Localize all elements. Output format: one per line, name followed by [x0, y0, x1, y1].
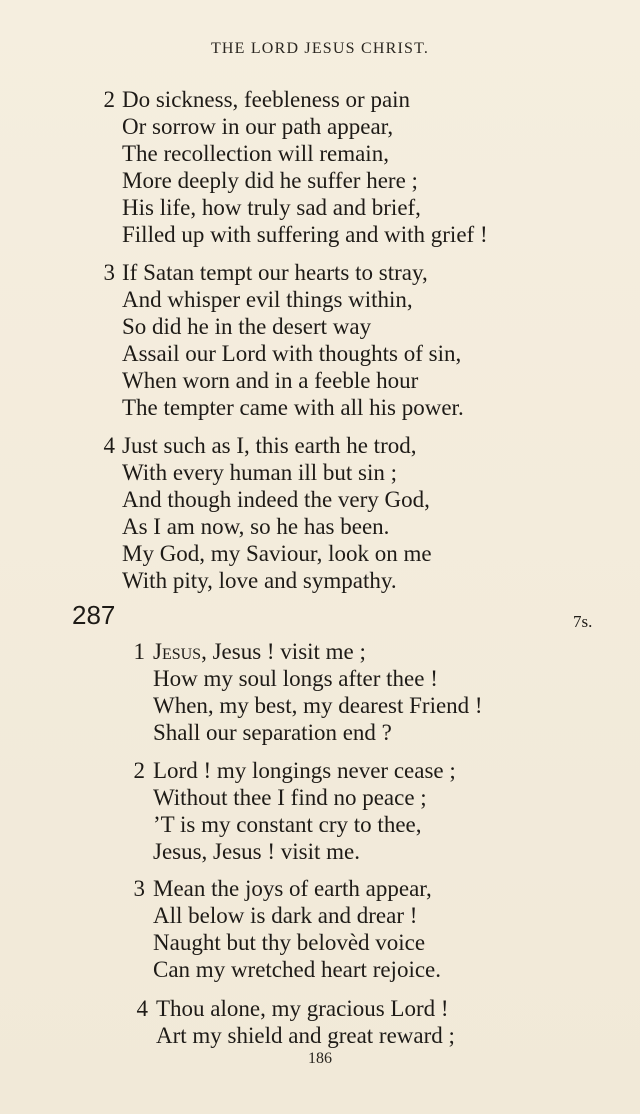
stanza-number: 3 [133, 876, 145, 901]
verse-line: Without thee I find no peace ; [153, 785, 427, 810]
stanza-number: 4 [103, 433, 115, 458]
verse-line: The recollection will remain, [122, 141, 389, 166]
verse-line: Shall our separation end ? [153, 720, 392, 745]
first-word: Jesus [153, 639, 202, 664]
verse-line [153, 638, 483, 665]
verse-line: With pity, love and sympathy. [122, 568, 397, 593]
stanza-number: 4 [136, 996, 148, 1021]
verse-line: ’T is my constant cry to thee, [153, 812, 422, 837]
prev-hymn-stanza-2 [95, 86, 488, 248]
hymn-number: 287 [72, 600, 116, 630]
verse-line: My God, my Saviour, look on me [122, 541, 432, 566]
verse-line: If Satan tempt our hearts to stray, [122, 260, 428, 285]
prev-hymn-stanza-3 [95, 259, 464, 421]
verse-line: So did he in the desert way [122, 314, 372, 339]
verse-line: Art my shield and great reward ; [156, 1023, 455, 1048]
verse-line: The tempter came with all his power. [122, 395, 464, 420]
hymn-stanza-2 [125, 757, 456, 865]
verse-line: His life, how truly sad and brief, [122, 195, 421, 220]
verse-line: All below is dark and drear ! [153, 903, 418, 928]
verse-line: Thou alone, my gracious Lord ! [156, 996, 449, 1021]
verse-line: Jesus, Jesus ! visit me. [153, 839, 360, 864]
stanza-number: 3 [103, 260, 115, 285]
verse-line: Mean the joys of earth appear, [153, 876, 432, 901]
first-line-rest: , Jesus ! visit me ; [201, 639, 366, 664]
stanza-number: 1 [133, 639, 145, 664]
verse-line: Naught but thy belovèd voice [153, 930, 426, 955]
verse-line: When worn and in a feeble hour [122, 368, 419, 393]
verse-line: Do sickness, feebleness or pain [122, 87, 411, 112]
hymn-meter: 7s. [573, 612, 593, 631]
verse-line: Just such as I, this earth he trod, [122, 433, 417, 458]
prev-hymn-stanza-4 [95, 432, 432, 594]
verse-line: Lord ! my longings never cease ; [153, 758, 456, 783]
verse-line: More deeply did he suffer here ; [122, 168, 418, 193]
verse-line: Can my wretched heart rejoice. [153, 957, 442, 982]
verse-line: And whisper evil things within, [122, 287, 413, 312]
page-number: 186 [308, 1050, 332, 1067]
stanza-number: 2 [133, 758, 145, 783]
verse-line: Filled up with suffering and with grief ! [122, 222, 488, 247]
verse-line: And though indeed the very God, [122, 487, 430, 512]
verse-line: With every human ill but sin ; [122, 460, 398, 485]
hymn-stanza-4 [128, 995, 455, 1049]
stanza-number: 2 [103, 87, 115, 112]
verse-line: As I am now, so he has been. [122, 514, 390, 539]
hymn-stanza-3 [125, 875, 441, 983]
verse-line: How my soul longs after thee ! [153, 666, 438, 691]
hymn-stanza-1 [125, 638, 483, 746]
verse-line: Assail our Lord with thoughts of sin, [122, 341, 462, 366]
running-title: THE LORD JESUS CHRIST. [210, 40, 430, 57]
verse-line: When, my best, my dearest Friend ! [153, 693, 483, 718]
verse-line: Or sorrow in our path appear, [122, 114, 394, 139]
